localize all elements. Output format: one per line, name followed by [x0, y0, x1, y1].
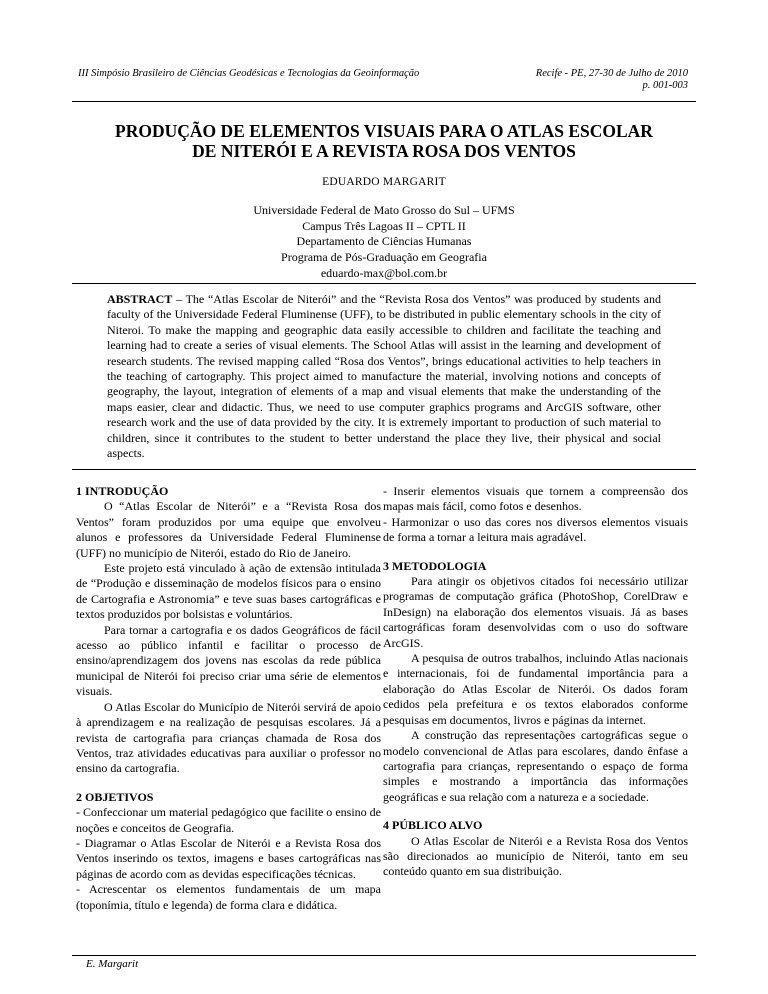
abstract-text: – The “Atlas Escolar de Niterói” and the “Revista Rosa dos Ventos” was produced by students and faculty of the Universidade Federal Fluminense (UFF), to be distributed in public elementary schools in the city of Niteroi. To make the mapping and geographic data easily accessible to children and facilitate the teaching and learning had to create a series of visual elements. The School Atlas will assist in the learning and development of research students. The revised mapping called “Rosa dos Ventos”, brings educational activities to help teachers in the teaching of cartography. This project aimed to manufacture the material, involving notions and concepts of geography, the layout, integration of elements of a map and visual elements that make the understanding of the maps easier, clear and didactic. Thus, we need to use computer graphics programs and ArcGIS software, other research work and the use of data provided by the city. It is extremely important to production of such material to children, since it contributes to the student to better understand the place they live, their physical and social aspects. — [107, 292, 661, 461]
abstract-bottom-rule — [72, 469, 696, 470]
right-column — [383, 484, 688, 880]
affiliation-campus: Campus Três Lagoas II – CPTL II — [302, 218, 466, 233]
audience-paragraph-1: O Atlas Escolar de Niterói e a Revista Rosa dos Ventos são direcionados ao município de Niterói, tanto em seu conteúdo quanto em sua distribuição. — [383, 833, 688, 879]
method-paragraph-3: A construção das representações cartográficas segue o modelo convencional de Atlas para escolares, dando ênfase a cartografia para crianças, representando o espaço de forma simples e mostrando a importância das informações geográficas e sua relação com a natureza e a sociedade. — [383, 728, 688, 804]
left-column — [76, 484, 381, 913]
section-heading-introducao: 1 INTRODUÇÃO — [76, 484, 169, 498]
objective-item-5: - Harmonizar o uso das cores nos diversos elementos visuais de forma a tornar a leitura mais agradável. — [383, 514, 688, 545]
affiliation-program: Programa de Pós-Graduação em Geografia — [281, 250, 487, 265]
abstract-label: ABSTRACT — [107, 292, 173, 306]
intro-paragraph-3: Para tornar a cartografia e os dados Geográficos de fácil acesso ao público infantil e facilitar o processo de ensino/aprendizagem dos jovens nas escolas da rede pública municipal de Niterói foi preciso criar uma série de elementos visuais. — [76, 622, 381, 699]
section-heading-metodologia: 3 METODOLOGIA — [383, 558, 487, 573]
objective-item-1: - Confeccionar um material pedagógico que facilite o ensino de noções e conceitos de Geografia. — [76, 805, 381, 835]
header-date-location: Recife - PE, 27-30 de Julho de 2010 — [535, 68, 688, 79]
affiliation-university: Universidade Federal de Mato Grosso do Sul – UFMS — [253, 203, 515, 217]
section-heading-publico-alvo: 4 PÚBLICO ALVO — [383, 818, 483, 833]
title-line-1: PRODUÇÃO DE ELEMENTOS VISUAIS PARA O ATLAS ESCOLAR — [115, 121, 653, 141]
header-pages: p. 001-003 — [642, 80, 688, 91]
affiliation-department: Departamento de Ciências Humanas — [296, 234, 472, 249]
intro-paragraph-4: O Atlas Escolar do Município de Niterói servirá de apoio à aprendizagem e na realização de pesquisas escolares. Já a revista de cartografia para crianças chamada de Rosa dos Ventos, traz atividades educativas para auxiliar o professor no ensino da cartografia. — [76, 699, 381, 776]
footer-rule — [72, 955, 696, 956]
section-heading-objetivos: 2 OBJETIVOS — [76, 789, 154, 804]
affiliation-block — [72, 203, 696, 282]
method-paragraph-1: Para atingir os objetivos citados foi necessário utilizar programas de computação gráfica (PhotoShop, CorelDraw e InDesign) na elaboração dos elementos visuais. Já as bases cartográficas foram desenvolvidas com o uso do software ArcGIS. — [383, 574, 688, 650]
author-email: eduardo-max@bol.com.br — [320, 265, 448, 280]
intro-paragraph-2: Este projeto está vinculado à ação de extensão intitulada de “Produção e disseminação de modelos físicos para o ensino de Cartografia e Astronomia” e teve suas bases cartográficas e textos produzidos por bolsistas e voluntários. — [76, 561, 381, 622]
running-header-right — [505, 68, 688, 92]
intro-paragraph-1: O “Atlas Escolar de Niterói” e a “Revista Rosa dos Ventos” foram produzidos por uma equipe que envolveu alunos e professores da Universidade Federal Fluminense (UFF) no município de Niterói, estado do Rio de Janeiro. — [76, 499, 381, 560]
abstract-top-rule — [72, 283, 696, 284]
paper-title — [72, 121, 696, 161]
footer-author: E. Margarit — [86, 958, 139, 970]
abstract — [107, 292, 661, 461]
objective-item-3: - Acrescentar os elementos fundamentais de um mapa (toponímia, título e legenda) de forma clara e didática. — [76, 882, 381, 912]
method-paragraph-2: A pesquisa de outros trabalhos, incluindo Atlas nacionais e internacionais, foi de fundamental importância para a elaboração do Atlas Escolar de Niterói. Os dados foram cedidos pela prefeitura e os textos elaborados conforme pesquisas em documentos, livros e páginas da internet. — [383, 651, 688, 727]
author-name: EDUARDO MARGARIT — [322, 176, 446, 188]
objective-item-4: - Inserir elementos visuais que tornem a compreensão dos mapas mais fácil, como fotos e desenhos. — [383, 484, 688, 514]
running-header-left: III Simpósio Brasileiro de Ciências Geodésicas e Tecnologias da Geoinformação — [78, 68, 420, 79]
objective-item-2: - Diagramar o Atlas Escolar de Niterói e a Revista Rosa dos Ventos inserindo os textos, imagens e bases cartográficas nas páginas de acordo com as devidas especificações técnicas. — [76, 835, 381, 881]
title-line-2: DE NITERÓI E A REVISTA ROSA DOS VENTOS — [192, 141, 576, 161]
header-rule — [72, 101, 696, 102]
